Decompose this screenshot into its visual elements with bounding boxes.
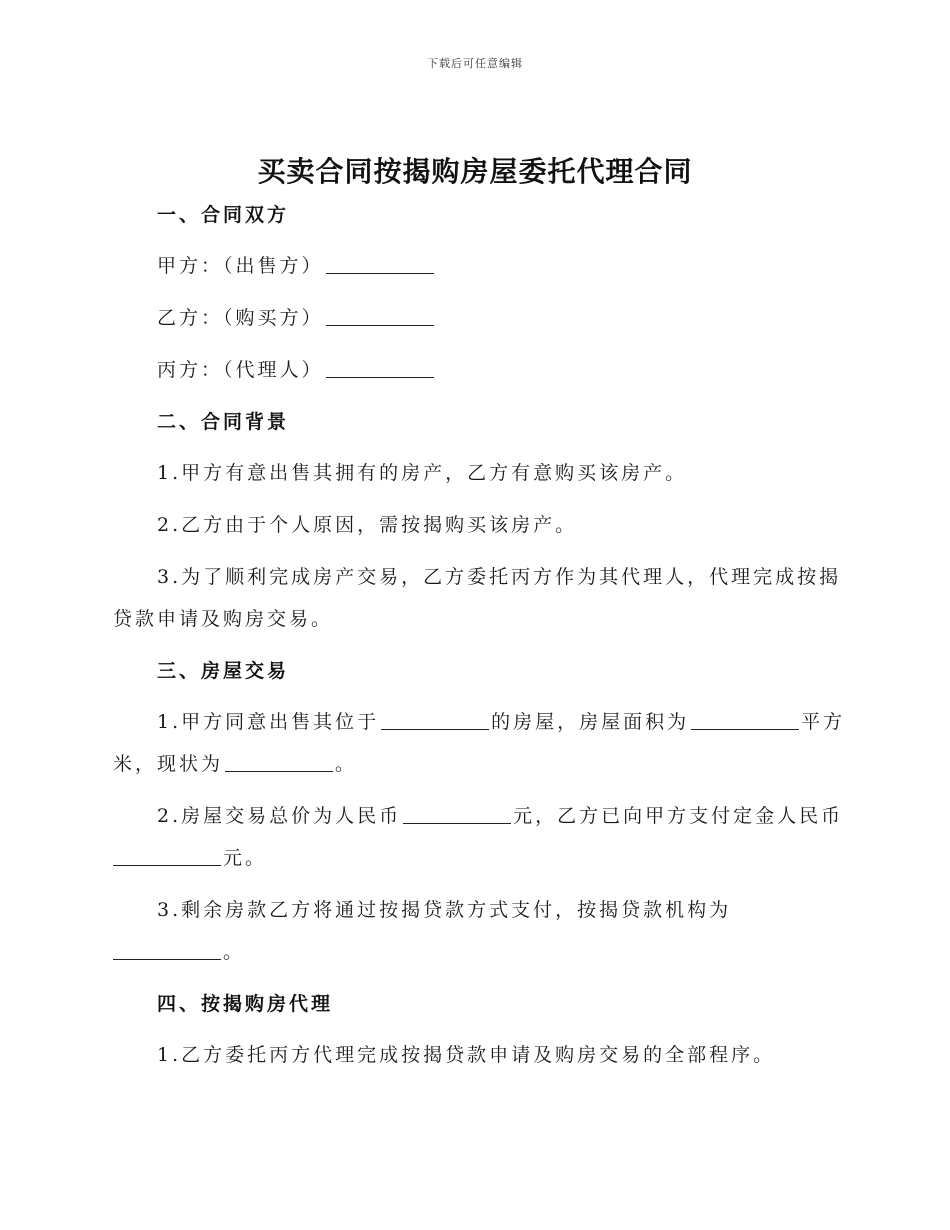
transaction-item-3-continued <box>113 937 245 964</box>
document-title: 买卖合同按揭购房屋委托代理合同 <box>257 155 693 188</box>
party-seller-line <box>157 251 436 278</box>
party-seller-role: 甲方： <box>157 255 224 277</box>
party-buyer-desc: （购买方） <box>223 307 324 329</box>
property-location-blank[interactable] <box>381 710 489 730</box>
section-heading-background: 二、合同背景 <box>157 411 290 433</box>
background-item-2: 2.乙方由于个人原因，需按揭购买该房产。 <box>157 514 578 536</box>
party-agent-desc: （代理人） <box>223 359 324 381</box>
transaction-item-1-text-a: 1.甲方同意出售其位于 <box>157 711 380 733</box>
mortgage-agency-item-1: 1.乙方委托丙方代理完成按揭贷款申请及购房交易的全部程序。 <box>157 1044 776 1066</box>
party-seller-blank[interactable] <box>326 254 434 274</box>
party-agent-line <box>157 355 436 382</box>
party-agent-blank[interactable] <box>326 358 434 378</box>
transaction-item-1-text-e: 。 <box>335 753 358 775</box>
transaction-item-1-text-c: 平方 <box>801 711 846 733</box>
transaction-item-2-continued <box>113 843 267 870</box>
transaction-item-1-text-b: 的房屋，房屋面积为 <box>491 711 690 733</box>
transaction-item-2-text-a: 2.房屋交易总价为人民币 <box>157 805 402 827</box>
section-heading-transaction: 三、房屋交易 <box>157 660 290 682</box>
deposit-amount-blank[interactable] <box>113 846 221 866</box>
property-status-blank[interactable] <box>225 752 333 772</box>
background-item-1: 1.甲方有意出售其拥有的房产，乙方有意购买该房产。 <box>157 462 688 484</box>
header-note: 下载后可任意编辑 <box>427 57 523 70</box>
property-area-blank[interactable] <box>691 710 799 730</box>
party-buyer-role: 乙方： <box>157 307 224 329</box>
section-heading-parties: 一、合同双方 <box>157 204 290 226</box>
party-buyer-line <box>157 303 436 330</box>
party-seller-desc: （出售方） <box>223 255 324 277</box>
background-item-3: 3.为了顺利完成房产交易，乙方委托丙方作为其代理人，代理完成按揭 <box>157 566 842 588</box>
party-agent-role: 丙方： <box>157 359 224 381</box>
transaction-item-3: 3.剩余房款乙方将通过按揭贷款方式支付，按揭贷款机构为 <box>157 899 732 921</box>
loan-institution-blank[interactable] <box>113 940 221 960</box>
party-buyer-blank[interactable] <box>326 306 434 326</box>
total-price-blank[interactable] <box>403 804 511 824</box>
transaction-item-2 <box>157 801 843 828</box>
transaction-item-1 <box>157 707 845 734</box>
transaction-item-1-continued <box>113 749 357 776</box>
section-heading-mortgage-agency: 四、按揭购房代理 <box>157 993 334 1015</box>
background-item-3-continued: 贷款申请及购房交易。 <box>113 608 334 630</box>
transaction-item-2-text-b: 元，乙方已向甲方支付定金人民币 <box>513 805 844 827</box>
transaction-item-1-text-d: 米，现状为 <box>113 753 224 775</box>
transaction-item-3-text-b: 。 <box>223 941 246 963</box>
transaction-item-2-text-c: 元。 <box>223 847 268 869</box>
